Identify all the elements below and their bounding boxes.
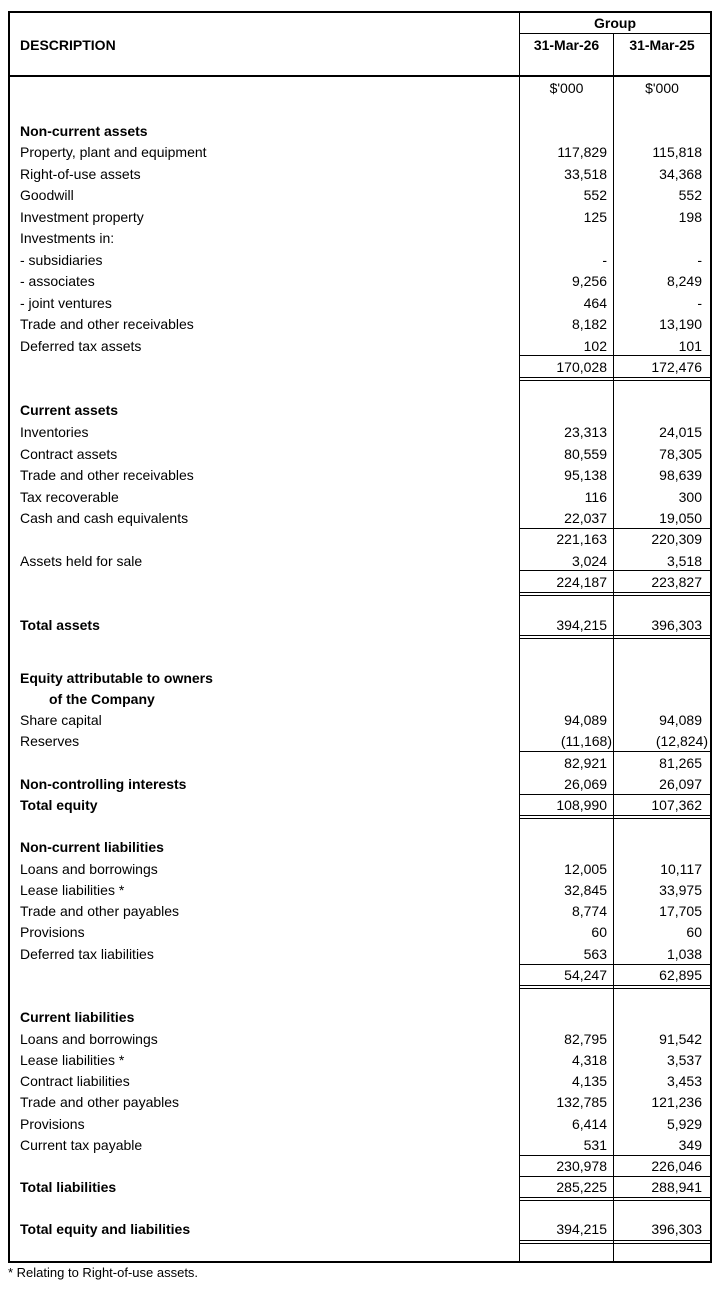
subtotal-rule xyxy=(520,751,710,752)
value-cell: 132,785 xyxy=(556,1094,607,1110)
row-label: Inventories xyxy=(20,424,89,440)
value-cell: 26,097 xyxy=(659,776,702,792)
total-assets-value: 396,303 xyxy=(651,617,702,633)
row-label: Lease liabilities * xyxy=(20,882,125,898)
value-cell: (12,824) xyxy=(655,733,708,749)
value-cell: 125 xyxy=(583,209,607,225)
total-liabilities-label: Total liabilities xyxy=(20,1179,117,1195)
row-label: Trade and other receivables xyxy=(20,316,194,332)
row-label: Contract assets xyxy=(20,446,118,462)
value-cell: 91,542 xyxy=(659,1031,702,1047)
section-current-assets: Current assets xyxy=(20,402,119,418)
value-cell: 3,518 xyxy=(666,553,702,569)
value-cell: 121,236 xyxy=(651,1094,702,1110)
subtotal-rule xyxy=(520,570,710,571)
value-cell: 94,089 xyxy=(659,712,702,728)
row-label: Reserves xyxy=(20,733,80,749)
value-cell: 116 xyxy=(584,489,607,505)
group-header: Group xyxy=(594,15,636,31)
total-liabilities-value: 285,225 xyxy=(556,1179,607,1195)
value-cell: 102 xyxy=(583,338,607,354)
section-equity-line1: Equity attributable to owners xyxy=(20,670,213,686)
value-cell: 8,182 xyxy=(571,316,607,332)
value-cell: - xyxy=(697,295,702,311)
subtotal-cell: 223,827 xyxy=(651,574,702,590)
row-label: Trade and other receivables xyxy=(20,467,194,483)
value-cell: 531 xyxy=(583,1137,607,1153)
total-rule xyxy=(520,985,710,986)
row-label: Deferred tax assets xyxy=(20,338,142,354)
row-label: Investment property xyxy=(20,209,144,225)
subtotal-cell: 221,163 xyxy=(556,531,607,547)
row-label: Provisions xyxy=(20,1116,85,1132)
total-assets-value: 394,215 xyxy=(556,617,607,633)
total-equity-liabilities-value: 394,215 xyxy=(556,1221,607,1237)
row-label: Right-of-use assets xyxy=(20,166,141,182)
total-rule xyxy=(520,1243,710,1244)
group-underline xyxy=(520,33,710,34)
row-label: Investments in: xyxy=(20,230,115,246)
value-cell: 34,368 xyxy=(659,166,702,182)
subtotal-rule xyxy=(520,1155,710,1156)
row-label: - joint ventures xyxy=(20,295,112,311)
value-cell: 82,795 xyxy=(564,1031,607,1047)
subtotal-rule xyxy=(520,528,710,529)
value-cell: 5,929 xyxy=(666,1116,702,1132)
row-label: Property, plant and equipment xyxy=(20,144,207,160)
value-cell: 80,559 xyxy=(564,446,607,462)
value-cell: 60 xyxy=(591,924,607,940)
value-cell: 23,313 xyxy=(564,424,607,440)
subtotal-cell: 82,921 xyxy=(564,755,607,771)
subtotal-cell: 81,265 xyxy=(659,755,702,771)
row-label: Deferred tax liabilities xyxy=(20,946,154,962)
value-cell: 4,135 xyxy=(571,1073,607,1089)
subtotal-cell: 224,187 xyxy=(556,574,607,590)
value-cell: 3,024 xyxy=(571,553,607,569)
subtotal-cell: 220,309 xyxy=(651,531,702,547)
value-cell: 3,537 xyxy=(666,1052,702,1068)
value-cell: 10,117 xyxy=(660,861,702,877)
value-cell: - xyxy=(602,252,607,268)
value-cell: 26,069 xyxy=(564,776,607,792)
row-label: Provisions xyxy=(20,924,85,940)
section-current-liabilities: Current liabilities xyxy=(20,1009,135,1025)
total-equity-liabilities-value: 396,303 xyxy=(651,1221,702,1237)
total-rule xyxy=(520,635,710,636)
value-cell: 12,005 xyxy=(564,861,607,877)
total-rule xyxy=(520,1240,710,1241)
total-assets-label: Total assets xyxy=(20,617,100,633)
value-cell: 300 xyxy=(678,489,702,505)
col1-header: 31-Mar-26 xyxy=(533,37,600,53)
subtotal-rule xyxy=(520,1176,710,1177)
subtotal-rule xyxy=(520,355,710,356)
row-label: Lease liabilities * xyxy=(20,1052,125,1068)
row-label: - associates xyxy=(20,273,95,289)
value-cell: 8,774 xyxy=(571,903,607,919)
subtotal-cell: 54,247 xyxy=(564,967,607,983)
col2-header: 31-Mar-25 xyxy=(629,37,695,53)
value-cell: 19,050 xyxy=(659,510,702,526)
value-cell: 552 xyxy=(583,187,607,203)
total-rule xyxy=(520,988,710,989)
total-liabilities-value: 288,941 xyxy=(651,1179,702,1195)
value-cell: 13,190 xyxy=(659,316,702,332)
row-label: Loans and borrowings xyxy=(20,1031,158,1047)
value-cell: 101 xyxy=(678,338,702,354)
value-cell: 94,089 xyxy=(564,712,607,728)
total-equity-value: 107,362 xyxy=(651,797,702,813)
row-label: Loans and borrowings xyxy=(20,861,158,877)
value-cell: 115,818 xyxy=(652,144,702,160)
nci-label: Non-controlling interests xyxy=(20,776,187,792)
row-label: Contract liabilities xyxy=(20,1073,130,1089)
total-rule xyxy=(520,638,710,639)
row-label: Assets held for sale xyxy=(20,553,143,569)
row-label: Goodwill xyxy=(20,187,74,203)
value-cell: 4,318 xyxy=(571,1052,607,1068)
subtotal-rule xyxy=(520,964,710,965)
subtotal-cell: 230,978 xyxy=(556,1158,607,1174)
col2-unit: $'000 xyxy=(645,80,679,96)
total-equity-label: Total equity xyxy=(20,797,98,813)
value-cell: 17,705 xyxy=(659,903,702,919)
row-label: Share capital xyxy=(20,712,102,728)
value-cell: 22,037 xyxy=(564,510,607,526)
value-cell: 563 xyxy=(583,946,607,962)
value-cell: - xyxy=(697,252,702,268)
row-label: Trade and other payables xyxy=(20,903,180,919)
total-rule xyxy=(520,815,710,816)
value-cell: 117,829 xyxy=(557,144,607,160)
row-label: - subsidiaries xyxy=(20,252,103,268)
total-rule xyxy=(520,1197,710,1198)
value-cell: 60 xyxy=(686,924,702,940)
subtotal-cell: 226,046 xyxy=(651,1158,702,1174)
value-cell: 32,845 xyxy=(564,882,607,898)
total-rule xyxy=(520,592,710,593)
row-label: Current tax payable xyxy=(20,1137,143,1153)
total-rule xyxy=(520,818,710,819)
value-cell: 552 xyxy=(678,187,702,203)
total-rule xyxy=(520,380,710,381)
value-cell: 9,256 xyxy=(571,273,607,289)
value-cell: 349 xyxy=(678,1137,702,1153)
row-label: Trade and other payables xyxy=(20,1094,180,1110)
header-divider xyxy=(9,75,711,77)
value-cell: 198 xyxy=(678,209,702,225)
total-rule xyxy=(520,595,710,596)
subtotal-cell: 62,895 xyxy=(659,967,702,983)
total-rule xyxy=(520,377,710,378)
total-equity-liabilities-label: Total equity and liabilities xyxy=(20,1221,191,1237)
value-cell: 3,453 xyxy=(666,1073,702,1089)
total-equity-value: 108,990 xyxy=(556,797,607,813)
value-cell: 24,015 xyxy=(659,424,702,440)
value-cell: 98,639 xyxy=(659,467,702,483)
value-cell: 95,138 xyxy=(564,467,607,483)
value-cell: 8,249 xyxy=(666,273,702,289)
row-label: Tax recoverable xyxy=(20,489,119,505)
subtotal-cell: 170,028 xyxy=(556,359,607,375)
total-rule xyxy=(520,1200,710,1201)
subtotal-rule xyxy=(520,794,710,795)
value-cell: 33,975 xyxy=(659,882,702,898)
col1-unit: $'000 xyxy=(549,80,584,96)
section-equity-line2: of the Company xyxy=(49,691,155,707)
value-cell: 6,414 xyxy=(571,1116,607,1132)
value-cell: 33,518 xyxy=(564,166,607,182)
value-cell: 78,305 xyxy=(659,446,702,462)
row-label: Cash and cash equivalents xyxy=(20,510,189,526)
description-header: DESCRIPTION xyxy=(20,37,116,53)
section-non-current-assets: Non-current assets xyxy=(20,123,148,139)
footnote: * Relating to Right-of-use assets. xyxy=(8,1265,199,1280)
value-cell: 464 xyxy=(583,295,607,311)
value-cell: (11,168) xyxy=(560,733,612,749)
subtotal-cell: 172,476 xyxy=(651,359,702,375)
section-non-current-liabilities: Non-current liabilities xyxy=(20,839,164,855)
value-cell: 1,038 xyxy=(666,946,702,962)
